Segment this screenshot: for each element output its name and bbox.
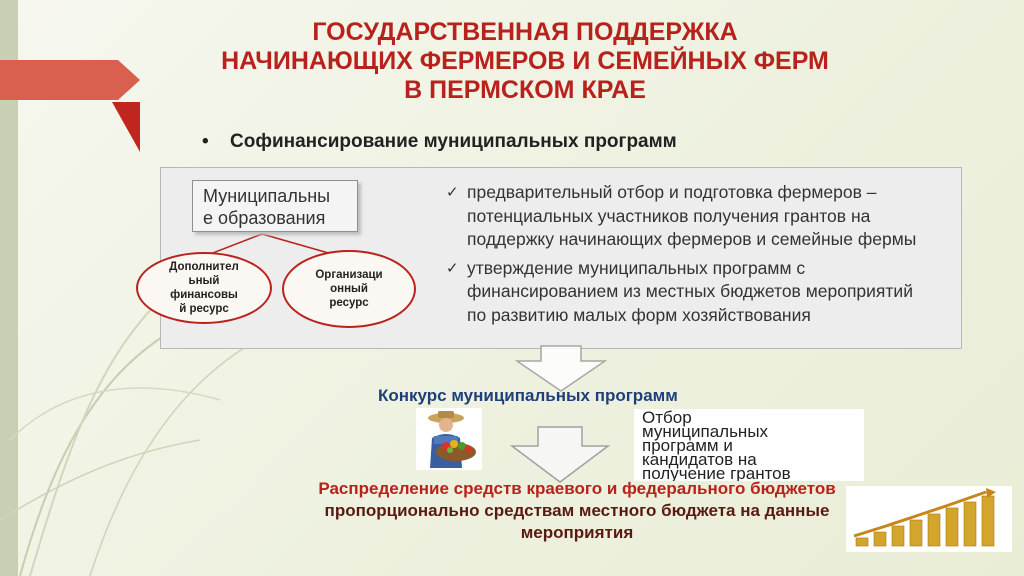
title-line-2: НАЧИНАЮЩИХ ФЕРМЕРОВ И СЕМЕЙНЫХ ФЕРМ <box>221 47 829 75</box>
selection-note <box>634 409 864 481</box>
checklist-item-text: предварительный отбор и подготовка фермеров – потенциальных участников получения грантов на поддержку начинающих фермеров и семейные фермы <box>467 182 917 249</box>
checklist-item <box>446 257 926 328</box>
selection-line-5: получение грантов <box>642 464 791 481</box>
financial-line-2: ьный <box>188 275 220 287</box>
distribution-line-1: Распределение средств краевого и федерального бюджетов <box>318 479 836 498</box>
farmer-image <box>416 408 482 470</box>
contest-label: Конкурс муниципальных программ <box>378 386 678 405</box>
title-line-3: В ПЕРМСКОМ КРАЕ <box>404 76 646 104</box>
organizational-line-2: онный <box>330 283 368 295</box>
municipal-line-1: Муниципальны <box>203 186 331 206</box>
title-line-1: ГОСУДАРСТВЕННАЯ ПОДДЕРЖКА <box>312 18 738 46</box>
coins-growth-image <box>846 486 1012 552</box>
organizational-line-1: Организаци <box>315 269 383 281</box>
municipal-line-2: е образования <box>203 208 326 228</box>
distribution-line-3: мероприятия <box>520 523 634 542</box>
down-arrow-icon <box>510 426 610 484</box>
selection-line-3: программ и <box>642 436 733 455</box>
selection-line-1: Отбор <box>642 409 692 427</box>
selection-line-4: кандидатов на <box>642 450 757 469</box>
check-icon: ✓ <box>446 259 459 277</box>
checklist-item-text: утверждение муниципальных программ с финансированием из местных бюджетов мероприятий по развитию малых форм хозяйствования <box>467 257 913 325</box>
financial-line-3: финансовы <box>170 289 238 301</box>
financial-resource-oval <box>136 252 272 324</box>
checklist-item <box>446 181 926 252</box>
red-arrow-decor <box>0 60 140 160</box>
cofinancing-text: Софинансирование муниципальных программ <box>230 131 677 152</box>
financial-line-1: Дополнител <box>169 261 239 273</box>
checklist <box>446 181 926 332</box>
distribution-text <box>250 478 904 544</box>
check-icon: ✓ <box>446 184 459 201</box>
page-title <box>160 18 890 105</box>
organizational-resource-oval <box>282 250 416 328</box>
distribution-line-2: пропорционально средствам местного бюджета на данные <box>324 501 830 520</box>
financial-line-4: й ресурс <box>179 303 229 315</box>
selection-line-2: муниципальных <box>642 422 769 441</box>
cofinancing-heading <box>202 131 677 153</box>
municipal-formations-box <box>192 180 358 232</box>
bullet-marker: • <box>202 131 209 152</box>
organizational-line-3: ресурс <box>329 297 369 309</box>
